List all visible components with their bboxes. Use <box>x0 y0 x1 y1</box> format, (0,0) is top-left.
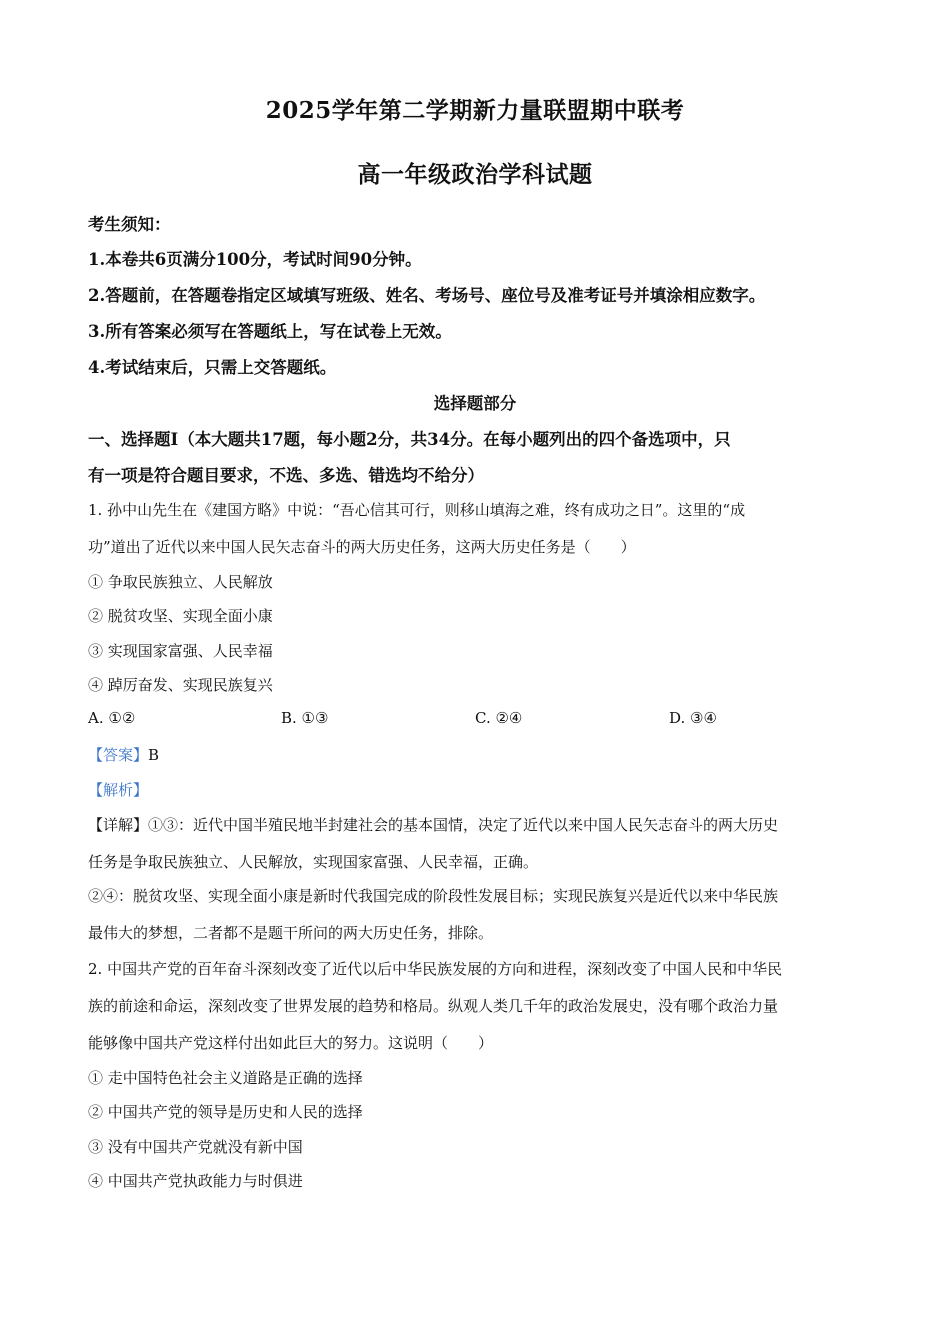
q1-statement: ④ 踔厉奋发、实现民族复兴 <box>88 676 273 694</box>
q1-stem: 功”道出了近代以来中国人民矢志奋斗的两大历史任务，这两大历史任务是（ ） <box>88 538 636 556</box>
q1-detail: 最伟大的梦想，二者都不是题干所问的两大历史任务，排除。 <box>88 924 494 942</box>
q1-option-b: B. ①③ <box>281 709 329 727</box>
q2-statement: ② 中国共产党的领导是历史和人民的选择 <box>88 1103 363 1121</box>
notice-item: 3.所有答案必须写在答题纸上，写在试卷上无效。 <box>88 322 452 341</box>
answer-tag: 【答案】 <box>88 746 149 764</box>
q1-statement: ② 脱贫攻坚、实现全面小康 <box>88 607 273 625</box>
q2-statement: ③ 没有中国共产党就没有新中国 <box>88 1138 303 1156</box>
notice-item: 1.本卷共6页满分100分，考试时间90分钟。 <box>88 250 422 269</box>
notice-heading: 考生须知： <box>88 215 171 234</box>
q1-detail: 任务是争取民族独立、人民解放，实现国家富强、人民幸福，正确。 <box>88 853 539 871</box>
q2-stem: 2. 中国共产党的百年奋斗深刻改变了近代以后中华民族发展的方向和进程，深刻改变了中国人民和中华民 <box>88 960 783 978</box>
q1-detail: 【详解】①③：近代中国半殖民地半封建社会的基本国情，决定了近代以来中国人民矢志奋斗的两大历史 <box>88 816 779 834</box>
q1-option-d: D. ③④ <box>669 709 717 727</box>
section-heading: 一、选择题Ⅰ（本大题共17题，每小题2分，共34分。在每小题列出的四个备选项中，只 <box>88 430 731 449</box>
q1-answer <box>88 744 159 765</box>
exam-subtitle: 高一年级政治学科试题 <box>357 161 593 188</box>
q2-stem: 能够像中国共产党这样付出如此巨大的努力。这说明（ ） <box>88 1034 494 1052</box>
notice-item: 2.答题前，在答题卷指定区域填写班级、姓名、考场号、座位号及准考证号并填涂相应数字。 <box>88 286 766 305</box>
section-heading: 有一项是符合题目要求，不选、多选、错选均不给分） <box>88 466 484 485</box>
analysis-tag: 【解析】 <box>88 781 149 799</box>
q2-statement: ④ 中国共产党执政能力与时俱进 <box>88 1172 303 1190</box>
notice-item: 4.考试结束后，只需上交答题纸。 <box>88 358 337 377</box>
exam-title: 2025学年第二学期新力量联盟期中联考 <box>265 97 685 124</box>
q1-detail: ②④：脱贫攻坚、实现全面小康是新时代我国完成的阶段性发展目标；实现民族复兴是近代以来中华民族 <box>88 887 779 905</box>
part-title: 选择题部分 <box>433 394 517 413</box>
q1-statement: ③ 实现国家富强、人民幸福 <box>88 642 273 660</box>
q2-statement: ① 走中国特色社会主义道路是正确的选择 <box>88 1069 363 1087</box>
q1-option-a: A. ①② <box>88 709 136 727</box>
q1-option-c: C. ②④ <box>475 709 523 727</box>
q1-stem: 1. 孙中山先生在《建国方略》中说：“吾心信其可行，则移山填海之难，终有成功之日”。这里的“成 <box>88 501 746 519</box>
q1-statement: ① 争取民族独立、人民解放 <box>88 573 273 591</box>
q2-stem: 族的前途和命运，深刻改变了世界发展的趋势和格局。纵观人类几千年的政治发展史，没有哪个政治力量 <box>88 997 779 1015</box>
answer-value: B <box>148 746 160 764</box>
